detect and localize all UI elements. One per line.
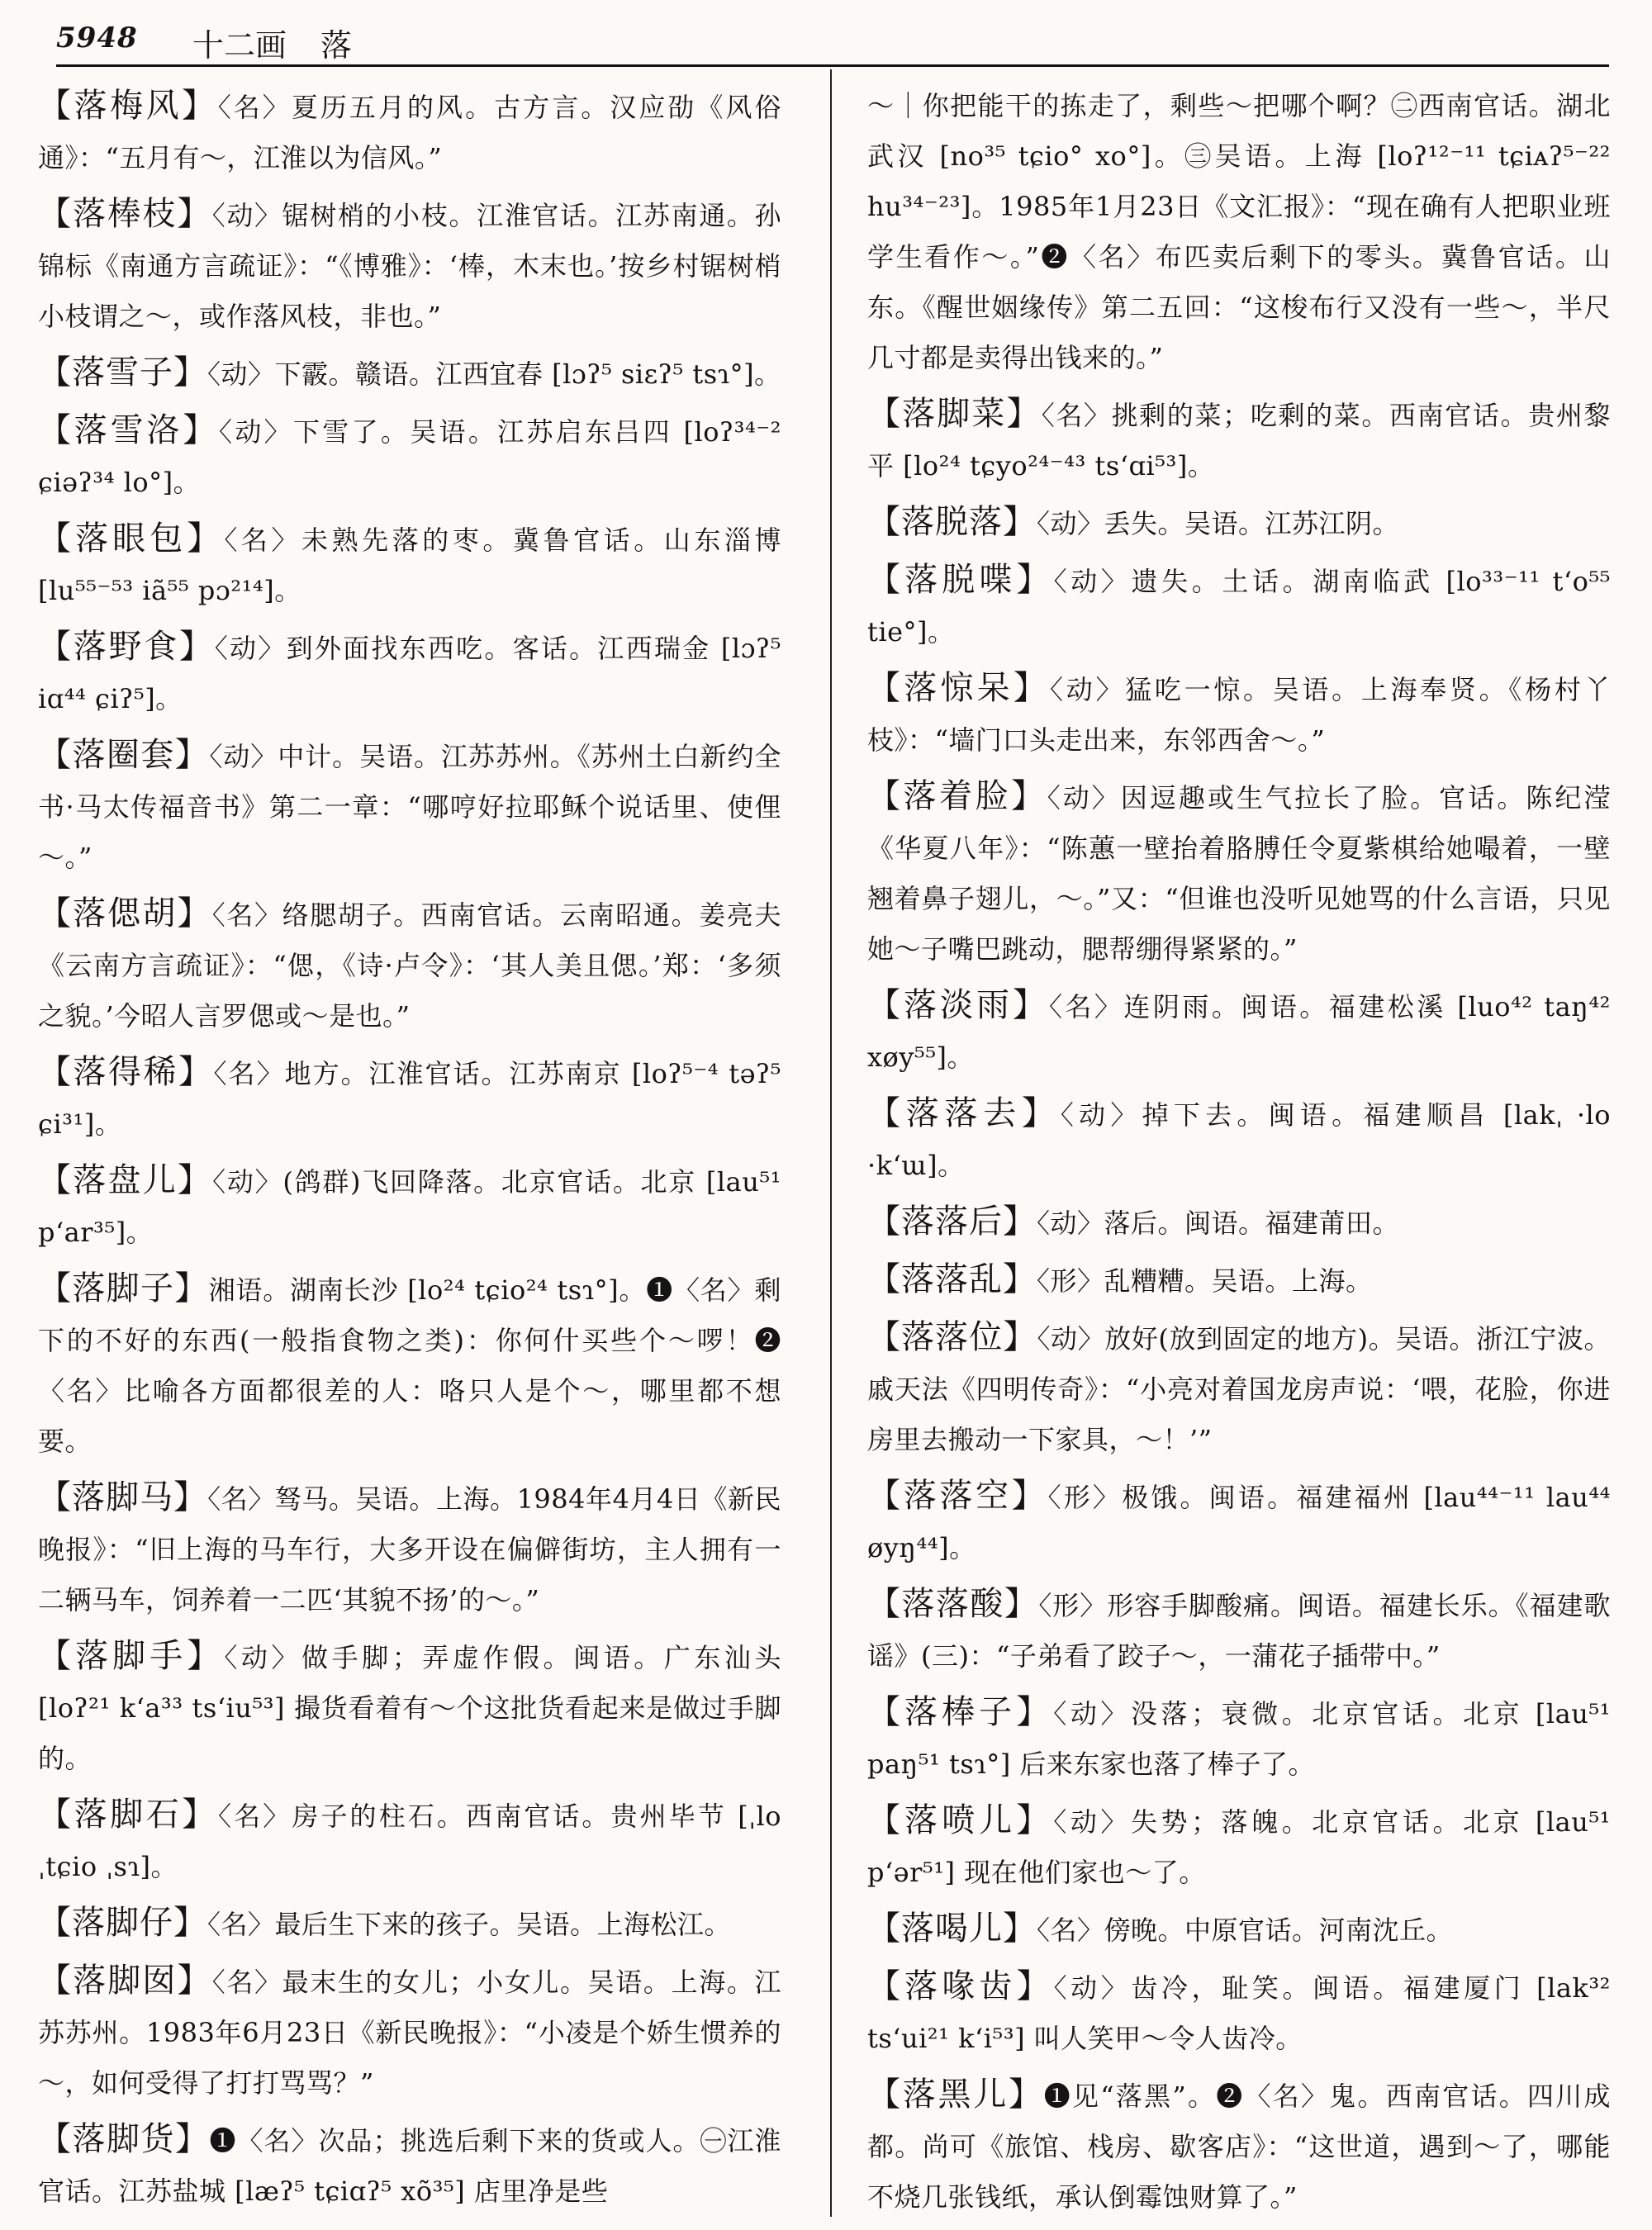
dictionary-entry	[38, 1631, 781, 1784]
entry-headword: 【落脚石】	[38, 1796, 219, 1834]
dictionary-entry	[867, 1312, 1611, 1465]
column-divider	[830, 69, 832, 2217]
entry-definition: 〈动〉到外面找东西吃。客话。江西瑞金 [lɔʔ⁵ iɑ⁴⁴ ɕiʔ⁵]。	[38, 633, 781, 714]
dictionary-entry	[867, 980, 1611, 1083]
entry-definition: 〈名〉挑剩的菜；吃剩的菜。西南官话。贵州黎平 [lo²⁴ tɕyo²⁴⁻⁴³ ts‘ɑi⁵³]。	[867, 400, 1611, 482]
entry-definition: 〈动〉猛吃一惊。吴语。上海奉贤。《杨村丫枝》：“墙门口头走出来，东邻西舍～。”	[867, 674, 1611, 756]
entry-definition: 〈形〉乱糟糟。吴语。上海。	[1037, 1265, 1373, 1297]
dictionary-entry	[38, 81, 781, 183]
entry-headword: 【落喝儿】	[867, 1910, 1037, 1948]
entry-definition: 〈动〉丢失。吴语。江苏江阴。	[1037, 508, 1400, 539]
entry-headword: 【落落空】	[867, 1477, 1048, 1515]
radical-stroke-label: 十二画	[192, 27, 287, 64]
dictionary-entry	[867, 1904, 1611, 1956]
entry-definition: 〈名〉连阴雨。闽语。福建松溪 [luo⁴² taŋ⁴² xøy⁵⁵]。	[867, 991, 1611, 1073]
entry-definition: 〈动〉失势；落魄。北京官话。北京 [lau⁵¹ p‘ər⁵¹] 现在他们家也～了。	[867, 1806, 1611, 1888]
entry-definition: 〈名〉驽马。吴语。上海。1984年4月4日《新民晚报》：“旧上海的马车行，大多开设在偏僻街坊，主人拥有一二辆马车，饲养着一二匹‘其貌不扬’的～。”	[38, 1483, 781, 1616]
entry-headword: 【落脱喋】	[867, 561, 1054, 599]
entry-headword: 【落落去】	[867, 1094, 1061, 1132]
entry-headword: 【落圈套】	[38, 736, 210, 774]
dictionary-entry	[38, 1956, 781, 2109]
entry-definition: 〈名〉络腮胡子。西南官话。云南昭通。姜亮夫《云南方言疏证》：“偲，《诗·卢令》：‘其人美且偲。’郑：‘多须之貌。’今昭人言罗偲或～是也。”	[38, 899, 781, 1032]
entry-headword: 【落脚货】	[38, 2120, 210, 2158]
dictionary-entry	[38, 1155, 781, 1258]
dictionary-entry	[38, 514, 781, 616]
dictionary-entry	[38, 2114, 781, 2216]
entry-headword: 【落棒枝】	[38, 195, 212, 233]
entry-definition: 〈动〉(鸽群)飞回降落。北京官话。北京 [lau⁵¹ p‘ar³⁵]。	[38, 1166, 781, 1248]
entry-headword: 【落盘儿】	[38, 1161, 213, 1199]
dictionary-entry	[38, 406, 781, 508]
entry-headword: 【落脚手】	[38, 1637, 225, 1675]
entry-headword: 【落着脸】	[867, 777, 1047, 815]
dictionary-entry	[38, 1473, 781, 1625]
running-head-character: 落	[320, 27, 353, 64]
entry-definition: 〈名〉房子的柱石。西南官话。贵州毕节 [ˌlo ˌtɕio ˌsɿ]。	[38, 1801, 781, 1882]
entry-definition: ❶见“落黑”。❷〈名〉鬼。西南官话。四川成都。尚可《旅馆、栈房、歇客店》：“这世道，遇到～了，哪能不烧几张钱纸，承认倒霉蚀财算了。”	[867, 2081, 1611, 2213]
entry-headword: 【落喙齿】	[867, 1967, 1054, 2005]
entry-headword: 【落脱落】	[867, 503, 1037, 541]
entry-headword: 【落梅风】	[38, 87, 218, 125]
dictionary-entry	[867, 1089, 1611, 1191]
entry-definition: 〈名〉未熟先落的枣。冀鲁官话。山东淄博 [lu⁵⁵⁻⁵³ iã⁵⁵ pɔ²¹⁴]。	[38, 524, 781, 606]
entry-definition: 〈动〉掉下去。闽语。福建顺昌 [lakˌ ·lo ·k‘ɯ]。	[867, 1099, 1611, 1181]
page-number: 5948	[56, 21, 138, 55]
left-column	[38, 81, 781, 2216]
entry-definition: 〈动〉做手脚；弄虚作假。闽语。广东汕头 [loʔ²¹ k‘a³³ ts‘iu⁵³] 撮货看着有～个这批货看起来是做过手脚的。	[38, 1642, 781, 1774]
dictionary-entry	[867, 81, 1611, 383]
dictionary-entry	[867, 771, 1611, 975]
entry-headword: 【落落酸】	[867, 1585, 1039, 1623]
entry-headword: 【落棒子】	[867, 1693, 1054, 1731]
dictionary-entry	[38, 1790, 781, 1892]
entry-headword: 【落喷儿】	[867, 1801, 1054, 1839]
entry-headword: 【落偲胡】	[38, 894, 212, 932]
entry-headword: 【落脚囡】	[38, 1962, 212, 2000]
entry-headword: 【落得稀】	[38, 1053, 214, 1091]
entry-headword: 【落脚子】	[38, 1269, 209, 1307]
entry-headword: 【落脚马】	[38, 1478, 208, 1516]
entry-definition: 〈动〉放好(放到固定的地方)。吴语。浙江宁波。戚天法《四明传奇》：“小亮对着国龙房声说：‘喂，花脸，你进房里去搬动一下家具，～！’”	[867, 1323, 1611, 1455]
dictionary-entry	[38, 348, 781, 400]
entry-definition: 〈名〉地方。江淮官话。江苏南京 [loʔ⁵⁻⁴ təʔ⁵ ɕi³¹]。	[38, 1058, 781, 1140]
entry-definition: 〈名〉傍晚。中原官话。河南沈丘。	[1037, 1914, 1454, 1946]
entry-headword: 【落脚菜】	[867, 395, 1042, 433]
entry-definition: 〈动〉锯树梢的小枝。江淮官话。江苏南通。孙锦标《南通方言疏证》：“《博雅》：‘棒，木末也。’按乡村锯树梢小枝谓之～，或作落风枝，非也。”	[38, 200, 781, 332]
entry-headword: 【落眼包】	[38, 520, 225, 558]
entry-definition: ❶〈名〉次品；挑选后剩下来的货或人。㊀江淮官话。江苏盐城 [læʔ⁵ tɕiɑʔ⁵ xõ³⁵] 店里净是些	[38, 2125, 781, 2207]
entry-headword: 【落黑儿】	[867, 2076, 1044, 2114]
dictionary-entry	[867, 389, 1611, 491]
entry-definition: 〈动〉遗失。土话。湖南临武 [lo³³⁻¹¹ t‘o⁵⁵ tie°]。	[867, 566, 1611, 648]
dictionary-entry	[867, 1471, 1611, 1573]
dictionary-entry	[867, 1579, 1611, 1682]
dictionary-entry	[38, 622, 781, 724]
entry-definition: ～｜你把能干的拣走了，剩些～把哪个啊？㊁西南官话。湖北武汉 [no³⁵ tɕio° xo°]。㊂吴语。上海 [loʔ¹²⁻¹¹ tɕiᴀʔ⁵⁻²² hu³⁴⁻²³]。1985年1月23日《文汇报》：“现在确有人把职业班学生看作～。”❷〈名〉布匹卖后剩下的零头。冀鲁官话。山东。《醒世姻缘传》第二五回：“这梭布行又没有一些～，半尺几寸都是卖得出钱来的。”	[867, 90, 1611, 373]
dictionary-entry	[867, 1962, 1611, 2064]
entry-definition: 〈动〉中计。吴语。江苏苏州。《苏州土白新约全书·马太传福音书》第二一章：“哪哼好拉耶稣个说话里、使俚～。”	[38, 741, 781, 873]
dictionary-entry	[867, 2070, 1611, 2216]
dictionary-entry	[867, 1197, 1611, 1249]
entry-definition: 〈动〉下雪了。吴语。江苏启东吕四 [loʔ³⁴⁻² ɕiəʔ³⁴ lo°]。	[38, 416, 781, 498]
entry-headword: 【落落位】	[867, 1318, 1037, 1356]
page-header	[56, 18, 1609, 67]
entry-definition: 湘语。湖南长沙 [lo²⁴ tɕio²⁴ tsɿ°]。❶〈名〉剩下的不好的东西(一般指食物之类)：你何什买些个～啰！❷〈名〉比喻各方面都很差的人：咯只人是个～，哪里都不想要。	[38, 1274, 781, 1457]
entry-definition: 〈动〉因逗趣或生气拉长了脸。官话。陈纪滢《华夏八年》：“陈蕙一壁抬着胳膊任令夏紫棋给她嘬着，一壁翘着鼻子翅儿，～。”又：“但谁也没听见她骂的什么言语，只见她～子嘴巴跳动，腮帮绷得紧紧的。”	[867, 782, 1611, 965]
entry-definition: 〈动〉下霰。赣语。江西宜春 [lɔʔ⁵ siɛʔ⁵ tsɿ°]。	[207, 358, 781, 390]
entry-headword: 【落落后】	[867, 1203, 1037, 1241]
entry-definition: 〈动〉没落；衰微。北京官话。北京 [lau⁵¹ paŋ⁵¹ tsɿ°] 后来东家也落了棒子了。	[867, 1698, 1611, 1780]
dictionary-entry	[38, 1047, 781, 1150]
dictionary-entry	[38, 189, 781, 342]
dictionary-entry	[38, 1264, 781, 1467]
entry-definition: 〈名〉最后生下来的孩子。吴语。上海松江。	[207, 1909, 732, 1940]
entry-definition: 〈形〉形容手脚酸痛。闽语。福建长乐。《福建歌谣》(三)：“子弟看了跤子～，一蒲花子插带中。”	[867, 1590, 1611, 1672]
entry-headword: 【落脚仔】	[38, 1904, 207, 1942]
entry-headword: 【落惊呆】	[867, 669, 1051, 707]
entry-headword: 【落落乱】	[867, 1260, 1037, 1298]
entry-definition: 〈名〉夏历五月的风。古方言。汉应劭《风俗通》：“五月有～，江淮以为信风。”	[38, 92, 781, 173]
entry-headword: 【落雪洛】	[38, 411, 220, 449]
dictionary-entry	[38, 730, 781, 883]
dictionary-entry	[867, 555, 1611, 657]
entry-headword: 【落野食】	[38, 628, 215, 666]
dictionary-entry	[867, 1687, 1611, 1790]
entry-headword: 【落雪子】	[38, 353, 207, 391]
dictionary-entry	[867, 1255, 1611, 1307]
dictionary-entry	[38, 889, 781, 1041]
entry-definition: 〈动〉落后。闽语。福建莆田。	[1037, 1208, 1400, 1239]
right-column	[867, 81, 1611, 2216]
dictionary-entry	[38, 1898, 781, 1950]
dictionary-entry	[867, 663, 1611, 766]
dictionary-entry	[867, 497, 1611, 549]
entry-definition: 〈动〉齿冷，耻笑。闽语。福建厦门 [lak³² ts‘ui²¹ k‘i⁵³] 叫人笑甲～令人齿冷。	[867, 1972, 1611, 2054]
entry-definition: 〈名〉最末生的女儿；小女儿。吴语。上海。江苏苏州。1983年6月23日《新民晚报》：“小凌是个娇生惯养的～，如何受得了打打骂骂？”	[38, 1967, 781, 2099]
dictionary-entry	[867, 1796, 1611, 1898]
entry-definition: 〈形〉极饿。闽语。福建福州 [lau⁴⁴⁻¹¹ lau⁴⁴ øyŋ⁴⁴]。	[867, 1482, 1611, 1563]
entry-headword: 【落淡雨】	[867, 986, 1049, 1024]
